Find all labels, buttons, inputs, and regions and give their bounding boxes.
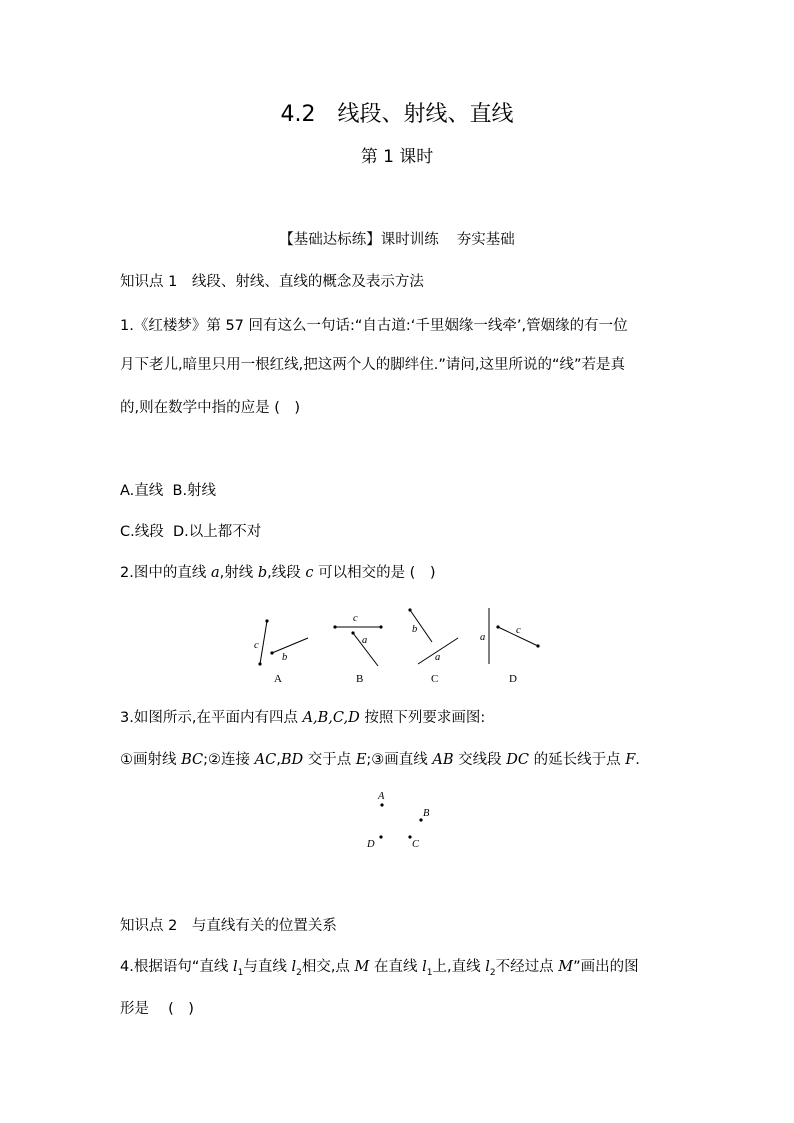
- q2-a-label-b: b: [282, 652, 288, 663]
- q3-bd: BD: [280, 752, 304, 768]
- q3-points: A,B,C,D: [302, 710, 360, 726]
- q2-label-c: C: [431, 673, 439, 685]
- q3-label-d: D: [367, 839, 375, 850]
- q2-text-post: 可以相交的是 ( ): [313, 565, 436, 581]
- q3-ab: AB: [432, 752, 454, 768]
- q2-stem: [120, 563, 436, 583]
- section-part1: 课时训练: [380, 232, 439, 248]
- q1-line2: 月下老儿,暗里只用一根红线,把这两个人的脚绊住.”请问,这里所说的“线”若是真: [120, 357, 625, 373]
- knowledge-point-2: 知识点 2 与直线有关的位置关系: [120, 918, 337, 934]
- q4-l2b: l: [485, 959, 490, 975]
- q4-sub1: 1: [237, 967, 244, 978]
- q4-l1: l: [232, 959, 238, 975]
- q3-figure: [355, 785, 445, 855]
- q4-p7: ”画出的图: [573, 959, 639, 975]
- q4-p6: 不经过点: [495, 959, 559, 975]
- section-part2: 夯实基础: [456, 232, 515, 248]
- q4-m: M: [354, 959, 370, 975]
- q4-p2: 与直线: [243, 959, 292, 975]
- q3-s1: ①画射线: [120, 752, 182, 768]
- q1-options-row2: [120, 522, 261, 542]
- q4-line1: [120, 957, 639, 983]
- q3-ac: AC: [254, 752, 277, 768]
- section-bracket: 【基础达标练】: [279, 232, 381, 248]
- q2-a-label-c: c: [254, 640, 259, 651]
- q1-line1: 1.《红楼梦》第 57 回有这么一句话:“自古道:‘千里姻缘一线牵’,管姻缘的有一位: [120, 318, 628, 334]
- q3-stem: [120, 708, 485, 728]
- q4-l2: l: [291, 959, 297, 975]
- q3-s5: 交线段: [453, 752, 507, 768]
- q4-p3: 相交,点: [301, 959, 355, 975]
- q3-s2: ;②连接: [203, 752, 255, 768]
- q3-label-b: B: [423, 808, 430, 819]
- q1-option-b: B.射线: [172, 483, 217, 499]
- q1-option-d: D.以上都不对: [172, 524, 262, 540]
- q3-text-post: 按照下列要求画图:: [359, 710, 486, 726]
- q3-comma: ,: [276, 752, 281, 768]
- q3-text-pre: 3.如图所示,在平面内有四点: [120, 710, 303, 726]
- q2-var-a: a: [210, 565, 220, 581]
- q4-mb: M: [558, 959, 574, 975]
- q3-s3: 交于点: [303, 752, 356, 768]
- q3-f: F: [625, 752, 636, 768]
- q2-d-label-c: c: [516, 625, 521, 636]
- lesson-title: 4.2 线段、射线、直线: [280, 102, 514, 127]
- q2-figure-option-b: [333, 613, 382, 685]
- q3-e: E: [355, 752, 367, 768]
- q3-dc: DC: [506, 752, 530, 768]
- q2-d-label-a: a: [480, 632, 486, 643]
- section-heading: [0, 230, 794, 250]
- q4-sub2b: 2: [489, 967, 496, 978]
- q2-label-d: D: [509, 673, 517, 685]
- q3-s6: 的延长线于点: [529, 752, 626, 768]
- q2-sep1: ,射线: [219, 565, 258, 581]
- q1-option-c: C.线段: [120, 524, 164, 540]
- q2-figure-option-c: [408, 608, 458, 685]
- q4-l1b: l: [422, 959, 427, 975]
- q2-figure-option-a: [254, 619, 308, 685]
- q4-line2: 形是 ( ): [120, 1001, 194, 1017]
- q2-sep2: ,线段: [267, 565, 306, 581]
- q3-label-a: A: [378, 791, 385, 802]
- q4-p4: 在直线: [369, 959, 423, 975]
- q2-label-a: A: [274, 673, 282, 685]
- q2-c-label-a: a: [435, 652, 441, 663]
- q4-sub2: 2: [296, 967, 302, 978]
- q3-requirements: [120, 750, 640, 770]
- q2-b-label-c: c: [353, 613, 358, 624]
- q2-var-b: b: [257, 565, 268, 581]
- q2-c-label-b: b: [412, 624, 418, 635]
- q3-label-c: C: [412, 839, 420, 850]
- q1-options-row1: [120, 481, 216, 501]
- q1-line3: 的,则在数学中指的应是 ( ): [120, 400, 301, 416]
- q2-text-pre: 2.图中的直线: [120, 565, 211, 581]
- q3-bc: BC: [181, 752, 204, 768]
- q2-label-b: B: [356, 673, 364, 685]
- q4-p5: 上,直线: [432, 959, 486, 975]
- q2-figure-option-d: [480, 608, 540, 685]
- q2-b-label-a: a: [362, 635, 368, 646]
- q1-option-a: A.直线: [120, 483, 164, 499]
- knowledge-point-1: 知识点 1 线段、射线、直线的概念及表示方法: [120, 274, 424, 290]
- q2-figure: [240, 600, 560, 690]
- lesson-subtitle: 第 1 课时: [360, 147, 434, 167]
- q3-s4: ;③画直线: [366, 752, 433, 768]
- q4-sub1b: 1: [426, 967, 433, 978]
- q4-p1: 4.根据语句“直线: [120, 959, 233, 975]
- q3-s7: .: [635, 752, 640, 768]
- q2-var-c: c: [305, 565, 314, 581]
